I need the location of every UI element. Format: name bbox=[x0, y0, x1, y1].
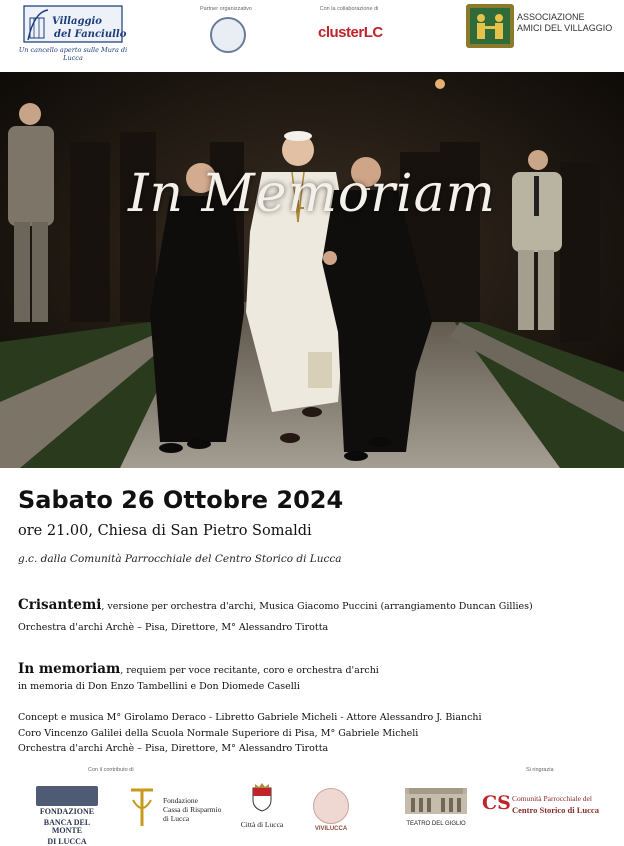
villaggio-del-fanciullo-logo bbox=[14, 2, 132, 66]
theatre-building-icon bbox=[405, 788, 467, 814]
bm-line1: FONDAZIONE bbox=[28, 808, 106, 817]
program-item-heading bbox=[18, 658, 379, 677]
fcr-name bbox=[163, 796, 235, 823]
thanks-label: Si ringrazia bbox=[526, 767, 554, 773]
program-item-desc: , versione per orchestra d'archi, Musica Giacomo Puccini (arrangiamento Duncan Gillies) bbox=[101, 601, 532, 612]
fcr-line3: di Lucca bbox=[163, 814, 235, 823]
fcr-line1: Fondazione bbox=[163, 796, 235, 805]
collaboration-label: Con la collaborazione di bbox=[308, 6, 390, 12]
bm-line3: DI LUCCA bbox=[28, 838, 106, 846]
villaggio-title-line2: del Fanciullo bbox=[54, 29, 126, 40]
event-date: Sabato 26 Ottobre 2024 bbox=[18, 486, 343, 514]
procession-photo bbox=[0, 72, 624, 468]
city-crest-icon bbox=[249, 782, 275, 812]
partner-label: Partner organizzativo bbox=[190, 6, 262, 12]
bank-building-icon bbox=[36, 786, 98, 806]
vivilucca-logo bbox=[308, 788, 354, 832]
program-item-heading bbox=[18, 594, 533, 613]
program-item-title: In memoriam bbox=[18, 661, 120, 677]
assoc-line1: ASSOCIAZIONE bbox=[517, 12, 612, 23]
contribution-label: Con il contributo di bbox=[88, 767, 134, 773]
associazione-logo-icon bbox=[466, 4, 514, 48]
hero-photo bbox=[0, 72, 624, 468]
teatro-del-giglio-logo bbox=[402, 788, 470, 827]
villaggio-title-line1: Villaggio bbox=[52, 16, 102, 27]
comunita-line2: Centro Storico di Lucca bbox=[512, 805, 599, 815]
program-item-crisantemi bbox=[18, 594, 533, 633]
fondazione-banca-del-monte-logo bbox=[28, 786, 106, 846]
credit-line: Coro Vincenzo Galilei della Scuola Normale Superiore di Pisa, M° Gabriele Micheli bbox=[18, 726, 482, 742]
partner-seal-logo bbox=[210, 17, 246, 53]
credits-block bbox=[18, 710, 482, 757]
vivilucca-disc-icon bbox=[313, 788, 349, 824]
event-time-place: ore 21.00, Chiesa di San Pietro Somaldi bbox=[18, 523, 312, 539]
program-item-dedication: in memoria di Don Enzo Tambellini e Don Diomede Caselli bbox=[18, 681, 379, 692]
hero-title: In Memoriam bbox=[0, 164, 624, 224]
vivi-name: VIVILUCCA bbox=[308, 826, 354, 832]
assoc-line2: AMICI DEL VILLAGGIO bbox=[517, 23, 612, 34]
people-icon bbox=[466, 4, 514, 48]
program-item-desc: , requiem per voce recitante, coro e orchestra d'archi bbox=[120, 665, 379, 676]
program-item-performers: Orchestra d'archi Archè – Pisa, Direttore, M° Alessandro Tirotta bbox=[18, 622, 533, 633]
credit-line: Orchestra d'archi Archè – Pisa, Direttore, M° Alessandro Tirotta bbox=[18, 741, 482, 757]
citta-name: Città di Lucca bbox=[240, 820, 284, 829]
fcr-line2: Cassa di Risparmio bbox=[163, 805, 235, 814]
sponsor-header bbox=[0, 0, 624, 70]
associazione-name bbox=[517, 12, 612, 34]
villaggio-tagline: Un cancello aperto sulle Mura di Lucca bbox=[14, 46, 132, 62]
bm-line2: BANCA DEL MONTE bbox=[28, 819, 106, 836]
program-item-in-memoriam bbox=[18, 658, 379, 692]
cluster-logo: clusterLC bbox=[318, 24, 383, 41]
teatro-name: TEATRO DEL GIGLIO bbox=[402, 821, 470, 827]
citta-di-lucca-logo bbox=[240, 782, 284, 829]
fcr-mark-icon bbox=[127, 786, 157, 828]
event-courtesy: g.c. dalla Comunità Parrocchiale del Centro Storico di Lucca bbox=[18, 553, 342, 565]
credit-line: Concept e musica M° Girolamo Deraco - Libretto Gabriele Micheli - Attore Alessandro J. Bianchi bbox=[18, 710, 482, 726]
cs-monogram-icon: CS bbox=[482, 792, 504, 818]
program-item-title: Crisantemi bbox=[18, 597, 101, 613]
comunita-line1: Comunità Parrocchiale del bbox=[512, 794, 592, 803]
